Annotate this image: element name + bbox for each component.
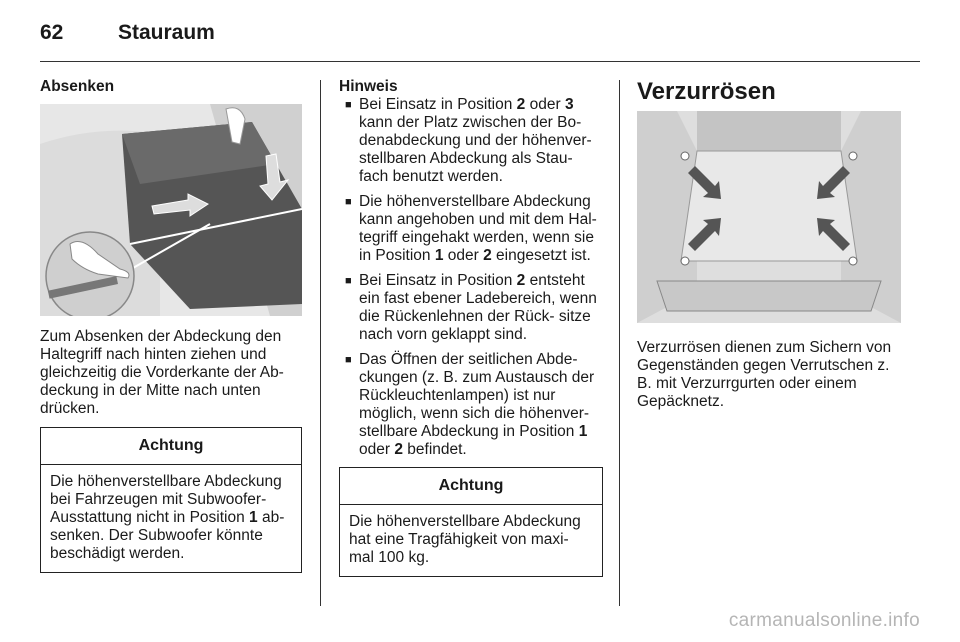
note-text: Bei Einsatz in Position xyxy=(359,96,517,113)
column-divider-2 xyxy=(619,80,620,606)
warning-title: Achtung xyxy=(340,468,602,505)
column-divider-1 xyxy=(320,80,321,606)
note-text: entsteht ein fast ebener Ladebereich, wenn die Rückenlehnen der Rück- sitze nach vorn geklappt sind. xyxy=(359,272,597,343)
page-header xyxy=(40,18,215,48)
watermark: carmanualsonline.info xyxy=(728,610,920,631)
warning-text: Die höhenverstellbare Abdeckung hat eine Tragfähigkeit von maxi- mal 100 kg. xyxy=(349,513,581,566)
note-text: befindet. xyxy=(402,441,467,458)
position-number: 1 xyxy=(249,509,258,526)
note-text: oder xyxy=(443,247,484,264)
warning-title: Achtung xyxy=(41,428,301,465)
square-bullet-icon: ■ xyxy=(345,275,352,287)
note-text: eingesetzt ist. xyxy=(491,247,591,264)
list-item xyxy=(339,193,603,265)
position-number: 2 xyxy=(483,247,492,264)
header-rule xyxy=(40,61,920,62)
column-3 xyxy=(637,78,902,411)
warning-box-subwoofer xyxy=(40,427,302,573)
note-text: Die höhenverstellbare Abdeckung kann angehoben und mit dem Hal- tegriff eingehakt werden, wenn sie in Position xyxy=(359,193,597,264)
section-heading-verzurroesen: Verzurrösen xyxy=(637,78,776,105)
notes-heading: Hinweis xyxy=(339,78,398,95)
notes-list xyxy=(339,96,603,459)
lashing-eyes-description: Verzurrösen dienen zum Sichern von Gegenständen gegen Verrutschen z. B. mit Verzurrgurten oder einem Gepäcknetz. xyxy=(637,339,892,410)
note-text: Bei Einsatz in Position xyxy=(359,272,517,289)
page-number: 62 xyxy=(40,21,64,44)
section-heading-absenken: Absenken xyxy=(40,78,115,95)
square-bullet-icon: ■ xyxy=(345,196,352,208)
warning-text-part: ab- senken. Der Subwoofer könnte beschädigt werden. xyxy=(50,509,285,562)
position-number: 2 xyxy=(516,96,526,113)
cargo-area-lashing-eyes-illustration xyxy=(637,111,901,323)
note-text: kann der Platz zwischen der Bo- denabdeckung und der höhenver- stellbaren Abdeckung als Stau- fach benutzt werden. xyxy=(359,114,592,185)
warning-box-load-capacity xyxy=(339,467,603,577)
warning-text-part: Die höhenverstellbare Abdeckung bei Fahrzeugen mit Subwoofer- Ausstattung nicht in Position xyxy=(50,473,282,526)
warning-text xyxy=(41,465,301,572)
page-title: Stauraum xyxy=(118,21,215,44)
position-number: 2 xyxy=(394,441,403,458)
note-text: oder xyxy=(525,96,565,113)
note-text: oder xyxy=(359,441,395,458)
note-text: Das Öffnen der seitlichen Abde- ckungen (z. B. zum Austausch der Rückleuchtenlampen) ist nur möglich, wenn sich die höhenver- stellbare Abdeckung in Position xyxy=(359,351,595,440)
list-item xyxy=(339,96,603,186)
list-item xyxy=(339,351,603,459)
column-2 xyxy=(339,78,603,577)
list-item xyxy=(339,272,603,344)
position-number: 1 xyxy=(434,247,444,264)
cargo-cover-lowering-illustration xyxy=(40,104,302,316)
square-bullet-icon: ■ xyxy=(345,354,352,366)
lowering-instructions: Zum Absenken der Abdeckung den Haltegriff nach hinten ziehen und gleichzeitig die Vorderkante der Ab- deckung in der Mitte nach unten drücken. xyxy=(40,328,284,417)
position-number: 1 xyxy=(578,423,588,440)
column-1 xyxy=(40,78,302,573)
position-number: 2 xyxy=(516,272,526,289)
position-number: 3 xyxy=(564,96,574,113)
square-bullet-icon: ■ xyxy=(345,99,352,111)
